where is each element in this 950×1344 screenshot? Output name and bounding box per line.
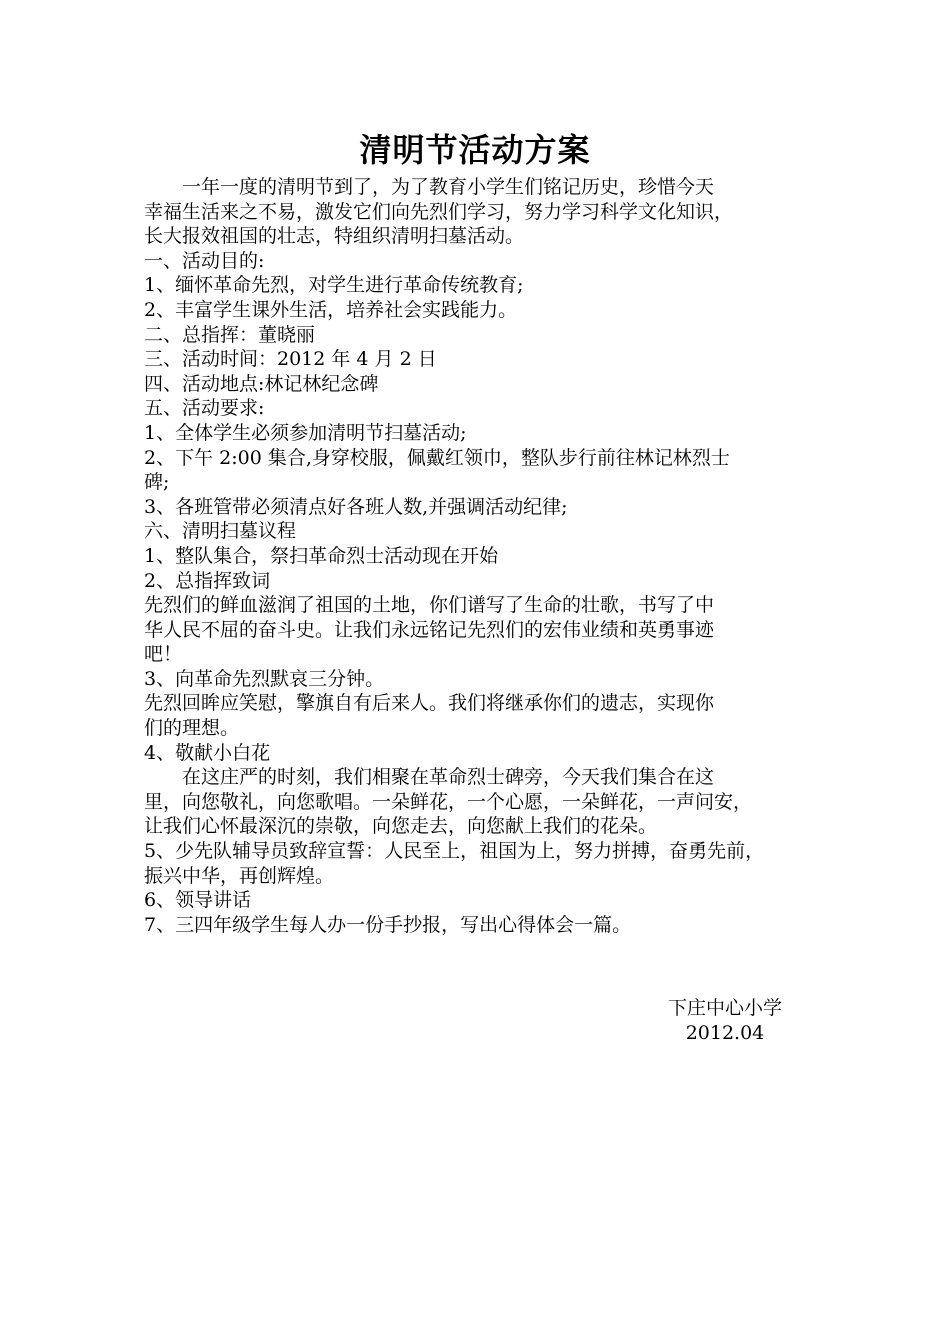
- flower-paragraph-line: 在这庄严的时刻，我们相聚在革命烈士碑旁，今天我们集合在这: [182, 766, 715, 789]
- list-item: 2、总指挥致词: [144, 569, 271, 592]
- intro-paragraph-line: 长大报效祖国的壮志，特组织清明扫墓活动。: [144, 225, 525, 248]
- section-heading-requirements: 五、活动要求:: [144, 397, 265, 420]
- list-item: 1、整队集合，祭扫革命烈士活动现在开始: [144, 544, 499, 567]
- speech-paragraph-line: 华人民不屈的奋斗史。让我们永远铭记先烈们的宏伟业绩和英勇事迹: [144, 618, 715, 641]
- list-item: 6、领导讲话: [144, 889, 252, 912]
- section-heading-commander: 二、总指挥：董晓丽: [144, 323, 316, 346]
- section-heading-time: 三、活动时间：2012 年 4 月 2 日: [144, 348, 437, 371]
- document-title: 清明节活动方案: [359, 131, 591, 169]
- list-item: 2、下午 2:00 集合,身穿校服，佩戴红领巾，整队步行前往林记林烈士: [144, 446, 730, 469]
- signature-block: [620, 996, 830, 1046]
- list-item: 5、少先队辅导员致辞宣誓：人民至上，祖国为上，努力拼搏，奋勇先前，: [144, 840, 765, 863]
- list-item: 1、全体学生必须参加清明节扫墓活动;: [144, 421, 467, 444]
- flower-paragraph-line: 让我们心怀最深沉的崇敬，向您走去，向您献上我们的花朵。: [144, 815, 658, 838]
- speech-paragraph-line: 吧！: [144, 643, 183, 666]
- list-item: 3、向革命先烈默哀三分钟。: [144, 667, 385, 690]
- list-item: 3、各班管带必须清点好各班人数,并强调活动纪律;: [144, 495, 568, 518]
- list-item: 7、三四年级学生每人办一份手抄报，写出心得体会一篇。: [144, 913, 632, 936]
- tribute-paragraph-line: 先烈回眸应笑慰，擎旗自有后来人。我们将继承你们的遗志，实现你: [144, 692, 715, 715]
- intro-paragraph-line: 一年一度的清明节到了，为了教育小学生们铭记历史，珍惜今天: [182, 176, 715, 198]
- signature-date: 2012.04: [685, 1022, 765, 1044]
- list-item: 4、敬献小白花: [144, 741, 271, 764]
- signature-organization: 下庄中心小学: [667, 997, 782, 1019]
- section-heading-agenda: 六、清明扫墓议程: [144, 520, 297, 543]
- speech-paragraph-line: 先烈们的鲜血滋润了祖国的土地，你们谱写了生命的壮歌，书写了中: [144, 594, 715, 617]
- section-heading-location: 四、活动地点:林记林纪念碑: [144, 372, 379, 395]
- intro-paragraph-line: 幸福生活来之不易，激发它们向先烈们学习，努力学习科学文化知识，: [144, 200, 734, 223]
- document-body: [144, 175, 814, 937]
- list-item: 2、丰富学生课外生活，培养社会实践能力。: [144, 298, 518, 321]
- list-item-continuation: 振兴中华，再创辉煌。: [144, 864, 335, 887]
- flower-paragraph-line: 里，向您敬礼，向您歌唱。一朵鲜花，一个心愿，一朵鲜花，一声问安，: [144, 790, 753, 813]
- list-item: 1、缅怀革命先烈，对学生进行革命传统教育;: [144, 274, 524, 297]
- tribute-paragraph-line: 们的理想。: [144, 717, 240, 740]
- list-item-continuation: 碑;: [144, 471, 170, 494]
- section-heading-purpose: 一、活动目的:: [144, 249, 265, 272]
